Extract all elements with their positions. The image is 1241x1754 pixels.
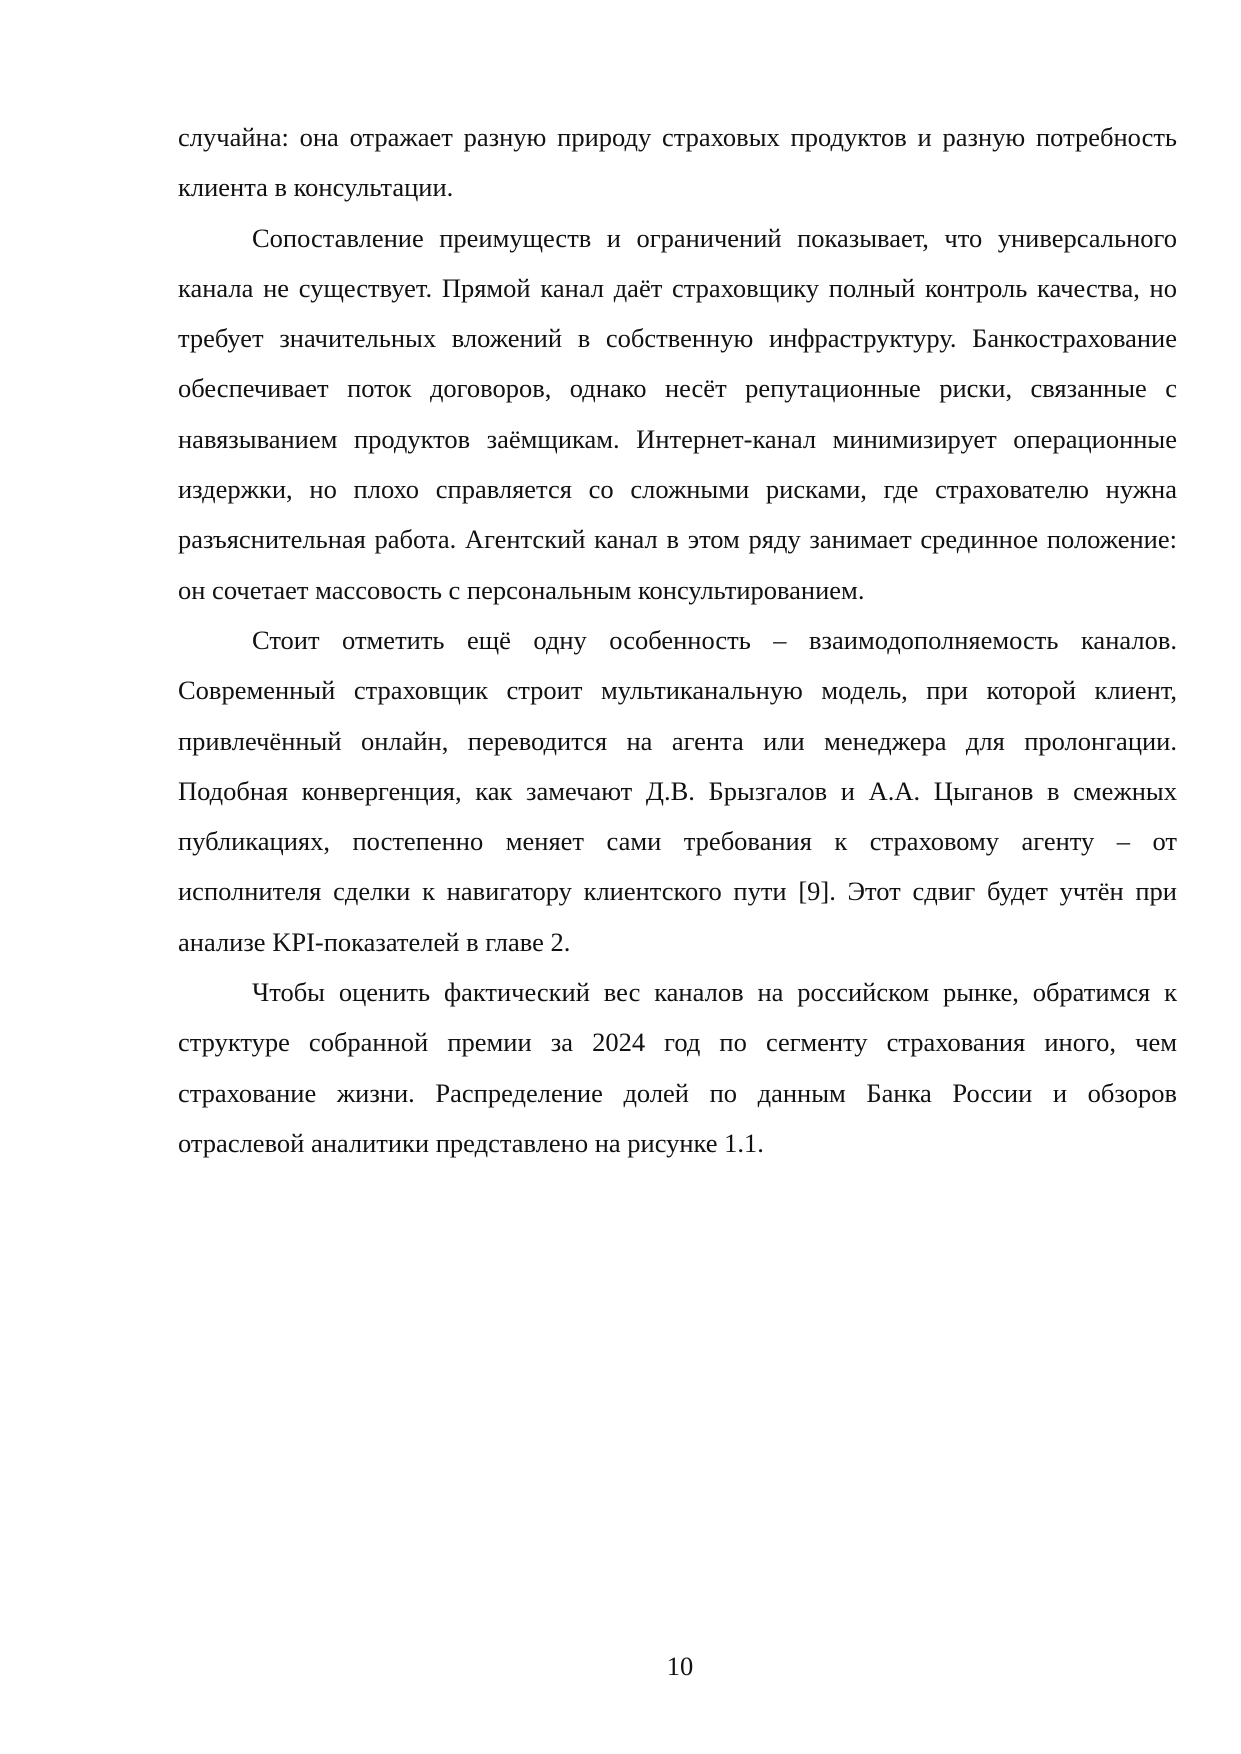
body-text <box>178 112 1177 1168</box>
paragraph-continuation: случайна: она отражает разную природу страховых продуктов и разную потребность клиента в консультации. <box>178 122 1177 203</box>
paragraph-channel-complementarity: Стоит отметить ещё одну особенность – взаимодополняемость каналов. Современный страховщик строит мультиканальную модель, при которой клиент, привлечённый онлайн, переводится на агента или менеджера для пролонгации. Подобная конвергенция, как замечают Д.В. Брызгалов и А.А. Цыганов в смежных публикациях, постепенно меняет сами требования к страховому агенту – от исполнителя сделки к навигатору клиентского пути [9]. Этот сдвиг будет учтён при анализе KPI-показателей в главе 2. <box>178 624 1177 957</box>
paragraph-channel-comparison: Сопоставление преимуществ и ограничений показывает, что универсального канала не существует. Прямой канал даёт страховщику полный контроль качества, но требует значительных вложений в собственную инфраструктуру. Банкострахование обеспечивает поток договоров, однако несёт репутационные риски, связанные с навязыванием продуктов заёмщикам. Интернет-канал минимизирует операционные издержки, но плохо справляется со сложными рисками, где страхователю нужна разъяснительная работа. Агентский канал в этом ряду занимает срединное положение: он сочетает массовость с персональным консультированием. <box>178 222 1177 605</box>
page-number: 10 <box>666 1651 694 1681</box>
paragraph-premium-structure: Чтобы оценить фактический вес каналов на российском рынке, обратимся к структуре собранной премии за 2024 год по сегменту страхования иного, чем страхование жизни. Распределение долей по данным Банка России и обзоров отраслевой аналитики представлено на рисунке 1.1. <box>178 977 1177 1158</box>
